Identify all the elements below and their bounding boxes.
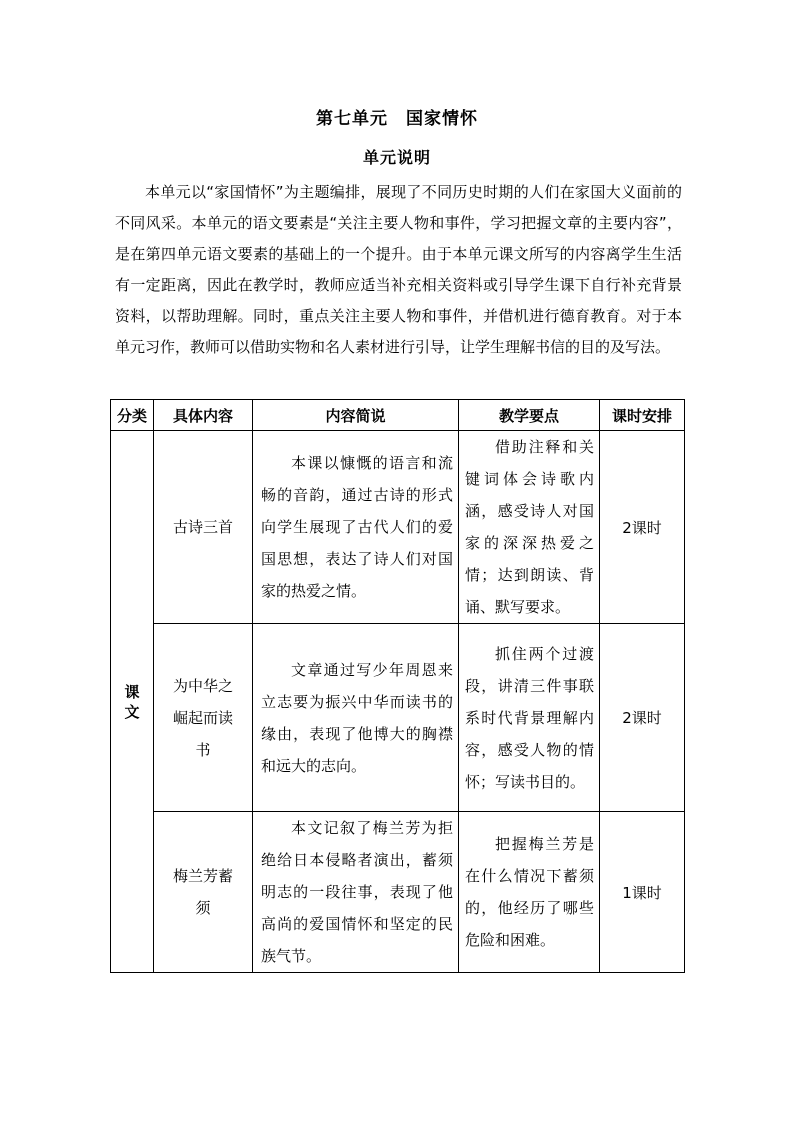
lesson-summary: 文章通过写少年周恩来立志要为振兴中华而读书的缘由，表现了他博大的胸襟和远大的志向。 — [253, 624, 459, 812]
header-summary: 内容简说 — [253, 400, 459, 431]
category-label: 课文 — [124, 682, 140, 721]
table-header-row — [111, 400, 685, 431]
lesson-key-points: 借助注释和关键词体会诗歌内涵，感受诗人对国家的深深热爱之情；达到朗读、背诵、默写要求。 — [459, 431, 600, 624]
lesson-summary: 本课以慷慨的语言和流畅的音韵，通过古诗的形式向学生展现了古代人们的爱国思想，表达了诗人们对国家的热爱之情。 — [253, 431, 459, 624]
lesson-summary: 本文记叙了梅兰芳为拒绝给日本侵略者演出，蓄须明志的一段往事，表现了他高尚的爱国情怀和坚定的民族气节。 — [253, 812, 459, 973]
lesson-key-points: 抓住两个过渡段，讲清三件事联系时代背景理解内容，感受人物的情怀；写读书目的。 — [459, 624, 600, 812]
section-heading: 单元说明 — [362, 148, 431, 167]
header-key-points: 教学要点 — [459, 400, 600, 431]
lesson-title: 古诗三首 — [154, 431, 253, 624]
lesson-plan-table — [110, 399, 685, 973]
header-content: 具体内容 — [154, 400, 253, 431]
category-cell — [111, 431, 154, 973]
lesson-hours: 2课时 — [600, 624, 685, 812]
lesson-key-points: 把握梅兰芳是在什么情况下蓄须的，他经历了哪些危险和困难。 — [459, 812, 600, 973]
lesson-title: 为中华之崛起而读书 — [154, 624, 253, 812]
lesson-title: 梅兰芳蓄须 — [154, 812, 253, 973]
header-hours: 课时安排 — [600, 400, 685, 431]
table-row — [111, 812, 685, 973]
header-category: 分类 — [111, 400, 154, 431]
lesson-hours: 1课时 — [600, 812, 685, 973]
table-row — [111, 431, 685, 624]
unit-title: 第七单元 国家情怀 — [316, 109, 478, 129]
table-row — [111, 624, 685, 812]
intro-paragraph: 本单元以“家国情怀”为主题编排，展现了不同历史时期的人们在家国大义面前的不同风采。本单元的语文要素是“关注主要人物和事件，学习把握文章的主要内容”，是在第四单元语文要素的基础上的一个提升。由于本单元课文所写的内容离学生生活有一定距离，因此在教学时，教师应适当补充相关资料或引导学生课下自行补充背景资料，以帮助理解。同时，重点关注主要人物和事件，并借机进行德育教育。对于本单元习作，教师可以借助实物和名人素材进行引导，让学生理解书信的目的及写法。 — [115, 183, 682, 356]
lesson-hours: 2课时 — [600, 431, 685, 624]
